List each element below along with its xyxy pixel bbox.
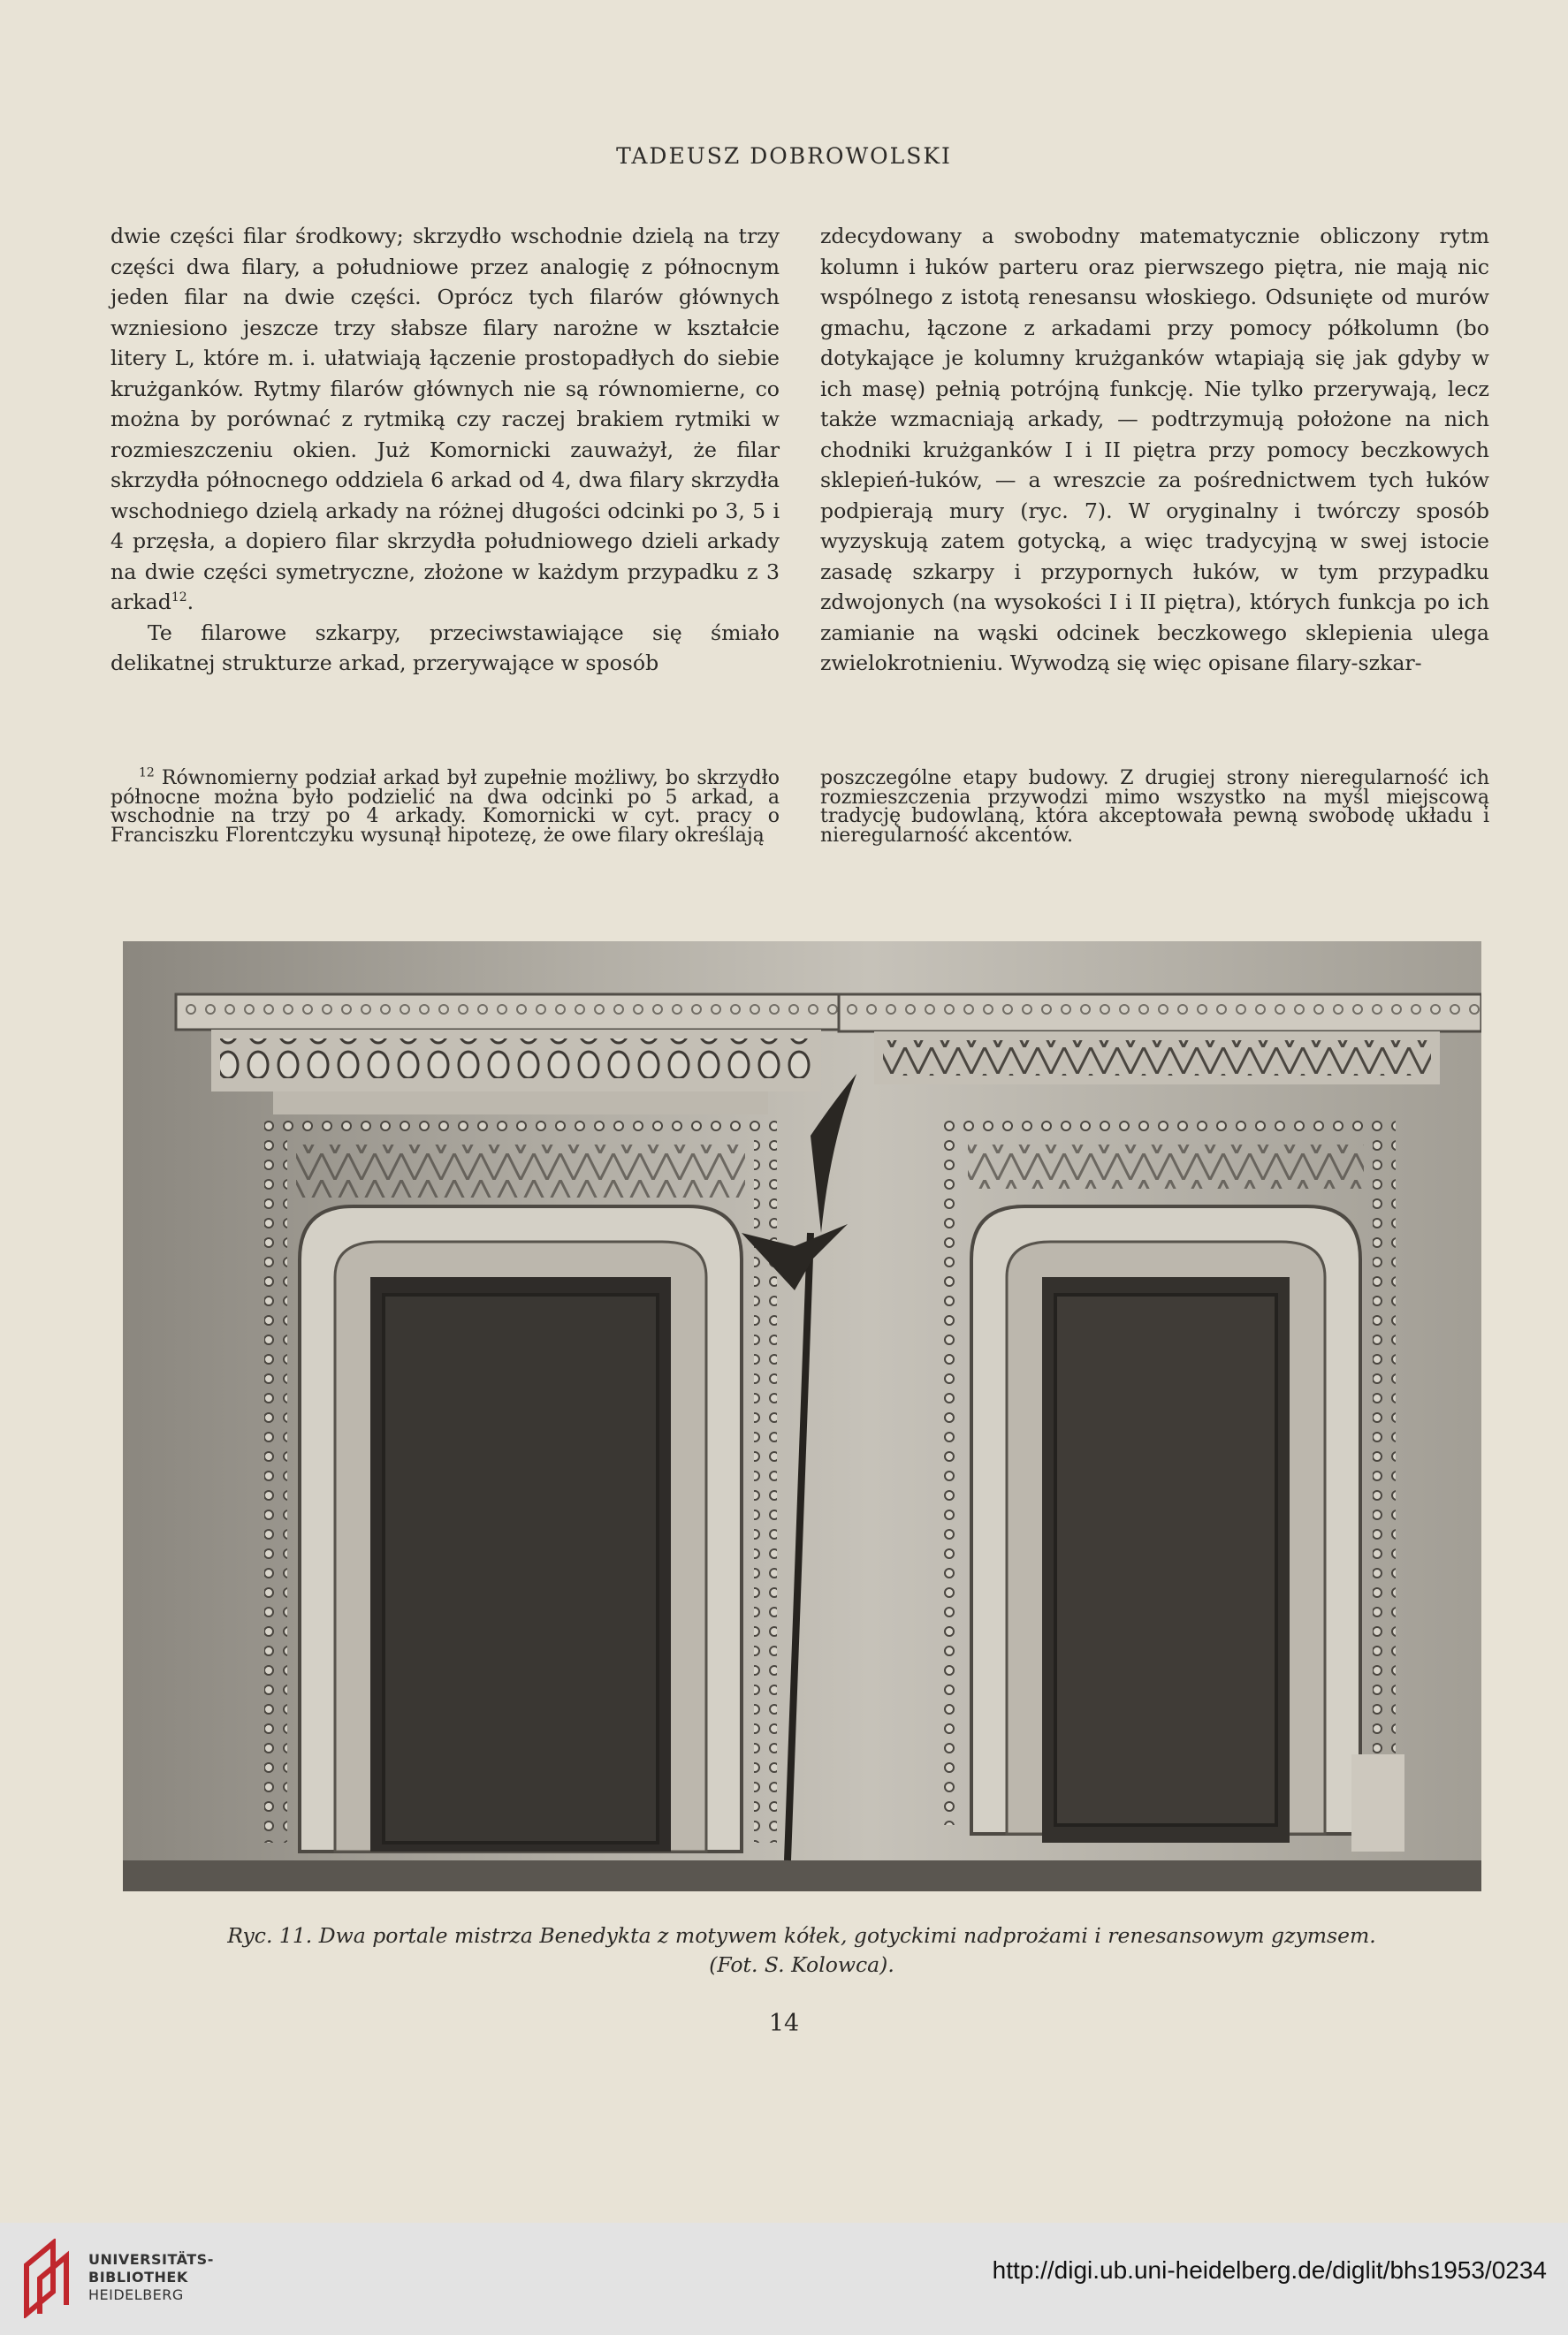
caption-line: Ryc. 11. Dwa portale mistrza Benedykta z motywem kółek, gotyckimi nadprożami i renesansowym gzymsem. [227, 1923, 1376, 1948]
source-url[interactable]: http://digi.ub.uni-heidelberg.de/diglit/bhs1953/0234 [992, 2256, 1547, 2284]
caption-credit: (Fot. S. Kolowca). [709, 1952, 894, 1977]
figure-photo-portals [123, 941, 1481, 1891]
ub-heidelberg-logo-icon [18, 2239, 80, 2318]
footnote-number: 12 [139, 765, 155, 780]
footnote-ref: 12 [171, 590, 187, 605]
figure-caption [106, 1921, 1497, 1980]
left-portal [176, 994, 865, 1852]
running-head: TADEUSZ DOBROWOLSKI [616, 143, 952, 169]
paragraph: Te filarowe szkarpy, przeciwstawiające się śmiało delikatnej strukturze arkad, przerywające w sposób [110, 620, 780, 675]
footnote-text: Równomierny podział arkad był zupełnie możliwy, bo skrzydło północne można było podzielić na dwa odcinki po 5 arkad, a wschodnie na trzy po 4 arkady. Komornicki w cyt. pracy o Franciszku Florentczyku wysunął hipotezę, że owe filary określają [110, 767, 780, 847]
paragraph: dwie części filar środkowy; skrzydło wschodnie dzielą na trzy części dwa filary, a południowe przez analogię z północnym jeden filar na dwie części. Oprócz tych filarów głównych wzniesiono jeszcze trzy słabsze filary narożne w kształcie litery L, które m. i. ułatwiają łączenie prostopadłych do siebie krużganków. Rytmy filarów głównych nie są równomierne, co można by porównać z rytmiką czy raczej brakiem rytmiki w rozmieszczeniu okien. Już Komornicki zauważył, że filar skrzydła północnego oddziela 6 arkad od 4, dwa filary skrzydła wschodniego dzielą arkady na różnej długości odcinki po 3, 5 i 4 przęsła, a dopiero filar skrzydła południowego dzieli arkady na dwie części symetryczne, złożone w każdym przypadku z 3 arkad$^{12}$. [110, 224, 780, 614]
left-text-column [110, 221, 780, 679]
footnote-text: poszczególne etapy budowy. Z drugiej strony nieregularność ich rozmieszczenia przywodzi mimo wszystko na myśl miejscową tradycję budowlaną, która akceptowała pewną swobodę układu i nieregularność akcentów. [820, 767, 1489, 847]
footnote-left [110, 765, 780, 847]
right-text-column [820, 221, 1489, 679]
library-logo-text: UNIVERSITÄTS- BIBLIOTHEK HEIDELBERG [88, 2251, 214, 2303]
footnote-right [820, 769, 1489, 845]
paragraph: zdecydowany a swobodny matematycznie obliczony rytm kolumn i łuków parteru oraz pierwszego piętra, nie mają nic wspólnego z istotą renesansu włoskiego. Odsunięte od murów gmachu, łączone z arkadami przy pomocy półkolumn (bo dotykające je kolumny krużganków wtapiają się jak gdyby w ich masę) pełnią potrójną funkcję. Nie tylko przerywają, lecz także wzmacniają arkady, — podtrzymują położone na nich chodniki krużganków I i II piętra przy pomocy beczkowych sklepień-łuków, — a wreszcie za pośrednictwem tych łuków podpierają mury (ryc. 7). W oryginalny i twórczy sposób wyzyskują zatem gotycką, a więc tradycyjną w swej istocie zasadę szkarpy i przypornych łuków, w tym przypadku zdwojonych (na wysokości I i II piętra), których funkcja po ich zamianie na wąski odcinek beczkowego sklepienia ulega zwielokrotnieniu. Wywodzą się więc opisane filary-szkar- [820, 224, 1489, 675]
page-number: 14 [768, 2010, 800, 2037]
footer-bar [0, 2223, 1568, 2335]
